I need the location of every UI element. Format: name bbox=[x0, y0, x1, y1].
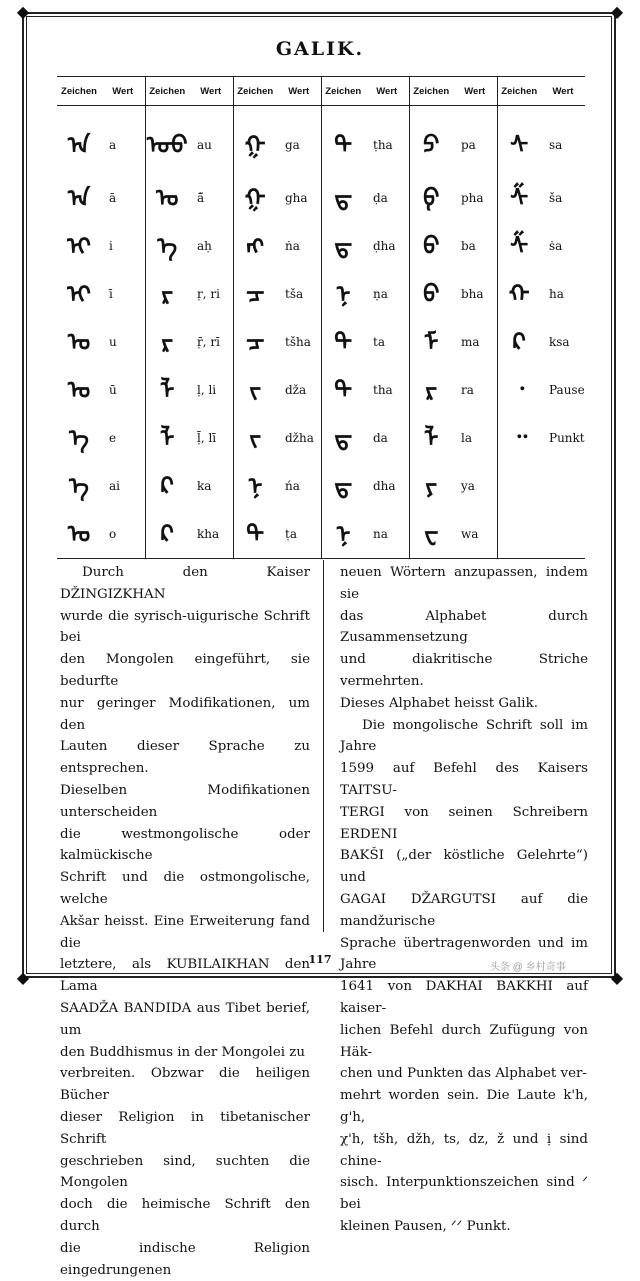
script-glyph: ᠲ bbox=[334, 375, 353, 404]
script-glyph: ᠣ bbox=[67, 519, 91, 548]
script-glyph: ᠭ bbox=[244, 130, 266, 159]
sign-cell bbox=[409, 366, 453, 414]
value-cell: ṡa bbox=[549, 239, 563, 253]
text-line: Sprache übertragenworden und im Jahre bbox=[340, 935, 588, 973]
script-glyph: ᠷ bbox=[161, 279, 174, 308]
value-cell: ḷ, li bbox=[197, 383, 217, 397]
text-line: verbreiten. Obzwar die heiligen Bücher bbox=[60, 1066, 310, 1104]
sign-cell bbox=[497, 106, 541, 175]
table-row bbox=[57, 462, 585, 510]
sign-cell bbox=[409, 318, 453, 366]
value-cell: ṭha bbox=[373, 138, 393, 152]
value-cell bbox=[541, 510, 585, 559]
script-glyph: ᠰ bbox=[510, 130, 529, 159]
script-glyph: ᠤ bbox=[67, 375, 91, 404]
value-cell: ī bbox=[109, 287, 113, 301]
sign-cell bbox=[145, 174, 189, 222]
column-header: Zeichen bbox=[233, 77, 277, 106]
script-glyph: ᠡ bbox=[69, 423, 89, 452]
sign-cell bbox=[57, 106, 101, 175]
corner-ornament-icon: ◆ bbox=[610, 968, 624, 987]
script-glyph: ᠺ bbox=[512, 327, 526, 356]
sign-cell bbox=[145, 222, 189, 270]
text-line: die indische Religion eingedrungenen bbox=[60, 1240, 310, 1278]
sign-cell bbox=[321, 366, 365, 414]
body-text-right-column bbox=[340, 562, 588, 1238]
column-divider bbox=[323, 560, 324, 932]
paragraph bbox=[60, 562, 310, 1281]
sign-cell bbox=[409, 462, 453, 510]
script-glyph: ᠃ bbox=[511, 423, 528, 452]
value-cell: ḍa bbox=[373, 191, 388, 205]
script-glyph: ᠯ bbox=[160, 423, 175, 452]
script-glyph: ᠣᠣ bbox=[146, 130, 188, 159]
column-header: Zeichen bbox=[57, 77, 101, 106]
script-glyph: ᠱ bbox=[510, 183, 529, 212]
value-cell: pha bbox=[461, 191, 484, 205]
text-line: Die mongolische Schrift soll im Jahre bbox=[340, 717, 588, 755]
script-glyph: ᠠ bbox=[67, 130, 91, 159]
sign-cell bbox=[497, 222, 541, 270]
sign-cell bbox=[145, 318, 189, 366]
column-header: Wert bbox=[189, 77, 233, 106]
text-line: sisch. Interpunktionszeichen sind ᐟ bei bbox=[340, 1175, 588, 1213]
script-glyph: ᠺ bbox=[160, 519, 174, 548]
column-header: Zeichen bbox=[497, 77, 541, 106]
text-line: Dieses Alphabet heisst Galik. bbox=[340, 695, 538, 711]
column-header: Wert bbox=[365, 77, 409, 106]
text-line: doch die heimische Schrift den durch bbox=[60, 1197, 310, 1234]
value-cell: tšha bbox=[285, 335, 311, 349]
sign-cell bbox=[497, 510, 541, 559]
script-glyph: ᠡ bbox=[69, 471, 89, 500]
value-cell: ga bbox=[285, 138, 300, 152]
script-glyph: ᠮ bbox=[424, 327, 439, 356]
sign-cell bbox=[321, 174, 365, 222]
text-line: lichen Befehl durch Zufügung von Häk- bbox=[340, 1022, 588, 1060]
script-glyph: ᠲ bbox=[334, 327, 353, 356]
value-cell: ā bbox=[109, 191, 117, 205]
value-cell: tha bbox=[373, 383, 393, 397]
text-line: und diakritische Striche vermehrten. bbox=[340, 652, 588, 689]
script-glyph: ᠡ bbox=[157, 231, 178, 260]
sign-cell bbox=[57, 318, 101, 366]
sign-cell bbox=[57, 366, 101, 414]
script-glyph: ᠺ bbox=[160, 471, 174, 500]
sign-cell bbox=[233, 366, 277, 414]
sign-cell bbox=[57, 174, 101, 222]
value-cell: dha bbox=[373, 479, 396, 493]
script-glyph: ᠨ bbox=[336, 519, 351, 548]
script-glyph: ᠪ bbox=[423, 231, 440, 260]
script-glyph: ᠬ bbox=[508, 279, 530, 308]
value-cell: ba bbox=[461, 239, 476, 253]
text-line: Akšar heisst. Eine Erweiterung fand die bbox=[60, 913, 310, 951]
value-cell: gha bbox=[285, 191, 308, 205]
column-header: Wert bbox=[101, 77, 145, 106]
script-glyph: ᠲ bbox=[246, 519, 265, 548]
value-cell: aḥ bbox=[197, 239, 212, 253]
script-glyph: ᠳ bbox=[334, 183, 353, 212]
script-glyph: ᠹ bbox=[423, 183, 440, 212]
script-glyph: ᠴ bbox=[246, 327, 265, 356]
script-glyph: ᠲ bbox=[334, 130, 353, 159]
value-cell: ṭa bbox=[277, 510, 321, 559]
script-glyph: ᠨ bbox=[336, 279, 351, 308]
script-glyph: ᠱ bbox=[510, 231, 529, 260]
watermark: 头条 @ 乡村奇事 bbox=[490, 962, 566, 973]
script-glyph: ᠢ bbox=[67, 279, 91, 308]
text-line: Lauten dieser Sprache zu entsprechen. bbox=[60, 739, 310, 777]
sign-cell bbox=[233, 462, 277, 510]
column-header: Zeichen bbox=[321, 77, 365, 106]
value-cell: ṛ, ri bbox=[197, 287, 220, 301]
sign-cell bbox=[497, 414, 541, 462]
script-glyph: ᠠ bbox=[67, 183, 91, 212]
value-cell: ma bbox=[461, 335, 480, 349]
sign-cell bbox=[321, 414, 365, 462]
body-text-left-column bbox=[60, 562, 310, 1281]
script-glyph: ᠣ bbox=[156, 183, 179, 212]
sign-cell bbox=[409, 174, 453, 222]
script-glyph: ᠨ bbox=[248, 471, 263, 500]
sign-cell bbox=[321, 510, 365, 559]
sign-cell bbox=[321, 222, 365, 270]
sign-cell bbox=[409, 510, 453, 559]
script-glyph: ᠭ bbox=[244, 183, 266, 212]
text-line: Schrift und die ostmongolische, welche bbox=[60, 870, 310, 907]
table-row bbox=[57, 174, 585, 222]
text-line: TERGI von seinen Schreibern ERDENI bbox=[340, 804, 588, 842]
column-header: Zeichen bbox=[145, 77, 189, 106]
value-cell: u bbox=[109, 335, 117, 349]
value-cell: e bbox=[109, 431, 117, 445]
sign-cell bbox=[321, 106, 365, 175]
sign-cell bbox=[409, 414, 453, 462]
sign-cell bbox=[321, 270, 365, 318]
sign-cell bbox=[233, 318, 277, 366]
column-header: Wert bbox=[541, 77, 585, 106]
text-line: Dieselben Modifikationen unterscheiden bbox=[60, 782, 310, 820]
text-line: mehrt worden sein. Die Laute k'h, g'h, bbox=[340, 1088, 588, 1125]
corner-ornament-icon: ◆ bbox=[16, 968, 30, 987]
table-row bbox=[57, 222, 585, 270]
value-cell: ḍha bbox=[373, 239, 396, 253]
text-line: GAGAI DŽARGUTSI auf die mandžurische bbox=[340, 891, 588, 929]
script-glyph: ᠸ bbox=[424, 519, 439, 548]
text-line: kleinen Pausen, ᐟᐟ Punkt. bbox=[340, 1218, 511, 1234]
column-header: Wert bbox=[453, 77, 497, 106]
sign-cell bbox=[233, 106, 277, 175]
value-cell: tša bbox=[285, 287, 304, 301]
script-glyph: ᠴ bbox=[246, 279, 265, 308]
table-header-row bbox=[57, 77, 585, 106]
table-row bbox=[57, 318, 585, 366]
sign-cell bbox=[497, 270, 541, 318]
script-glyph: ᠯ bbox=[160, 375, 175, 404]
script-glyph: ᠢ bbox=[67, 231, 91, 260]
sign-cell bbox=[497, 174, 541, 222]
text-line: 1599 auf Befehl des Kaisers TAITSU- bbox=[340, 761, 588, 798]
sign-cell bbox=[321, 462, 365, 510]
text-line: chen und Punkten das Alphabet ver- bbox=[340, 1066, 587, 1082]
text-line: den Buddhismus in der Mongolei zu bbox=[60, 1044, 305, 1060]
script-glyph: ᠤ bbox=[67, 327, 91, 356]
value-cell bbox=[541, 462, 585, 510]
value-cell: ša bbox=[549, 191, 563, 205]
value-cell: ṇa bbox=[373, 287, 388, 301]
value-cell: na bbox=[365, 510, 409, 559]
sign-cell bbox=[57, 462, 101, 510]
table-row bbox=[57, 106, 585, 175]
text-line: neuen Wörtern anzupassen, indem sie bbox=[340, 565, 588, 602]
sign-cell bbox=[145, 366, 189, 414]
value-cell: džha bbox=[285, 431, 314, 445]
value-cell: wa bbox=[453, 510, 497, 559]
script-glyph: ᠫ bbox=[423, 130, 440, 159]
sign-cell bbox=[57, 414, 101, 462]
text-line: die westmongolische oder kalmückische bbox=[60, 826, 310, 864]
value-cell: ńa bbox=[285, 479, 300, 493]
value-cell: ṝ, rī bbox=[197, 335, 220, 349]
sign-cell bbox=[57, 510, 101, 559]
sign-cell bbox=[233, 510, 277, 559]
table-row bbox=[57, 510, 585, 559]
value-cell: ā̃ bbox=[197, 191, 205, 205]
column-header: Zeichen bbox=[409, 77, 453, 106]
value-cell: ha bbox=[549, 287, 564, 301]
sign-cell bbox=[497, 462, 541, 510]
sign-cell bbox=[409, 270, 453, 318]
text-line: den Mongolen eingeführt, sie bedurfte bbox=[60, 652, 310, 689]
paragraph bbox=[340, 562, 588, 715]
column-header: Wert bbox=[277, 77, 321, 106]
script-glyph: ᠳ bbox=[334, 423, 353, 452]
value-cell: au bbox=[197, 138, 212, 152]
value-cell: bha bbox=[461, 287, 484, 301]
sign-cell bbox=[233, 414, 277, 462]
sign-cell bbox=[497, 318, 541, 366]
value-cell: pa bbox=[461, 138, 476, 152]
text-line: χ'h, tšh, džh, ts, dz, ž und ị sind chine- bbox=[340, 1131, 588, 1169]
script-glyph: ᠵ bbox=[249, 375, 262, 404]
value-cell: ka bbox=[197, 479, 212, 493]
value-cell: ḹ, lī bbox=[197, 431, 217, 445]
page-title: GALIK. bbox=[275, 38, 365, 60]
table-row bbox=[57, 366, 585, 414]
value-cell: ksa bbox=[549, 335, 570, 349]
sign-cell bbox=[57, 270, 101, 318]
value-cell: ū bbox=[109, 383, 117, 397]
sign-cell bbox=[145, 462, 189, 510]
sign-cell bbox=[409, 106, 453, 175]
value-cell: ai bbox=[109, 479, 120, 493]
sign-cell bbox=[409, 222, 453, 270]
value-cell: ra bbox=[461, 383, 474, 397]
script-glyph: ᠯ bbox=[424, 423, 439, 452]
value-cell: ya bbox=[461, 479, 475, 493]
script-glyph: ᠳ bbox=[334, 471, 353, 500]
alphabet-table bbox=[57, 76, 585, 559]
script-glyph: ᠩ bbox=[246, 231, 265, 260]
sign-cell bbox=[233, 222, 277, 270]
text-line: SAADŽA BANDIDA aus Tibet berief, um bbox=[60, 1000, 310, 1038]
sign-cell bbox=[145, 510, 189, 559]
sign-cell bbox=[233, 174, 277, 222]
text-line: das Alphabet durch Zusammensetzung bbox=[340, 608, 588, 646]
corner-ornament-icon: ◆ bbox=[16, 2, 30, 21]
script-glyph: ᠳ bbox=[334, 231, 353, 260]
sign-cell bbox=[321, 318, 365, 366]
sign-cell bbox=[233, 270, 277, 318]
value-cell: la bbox=[461, 431, 472, 445]
value-cell: kha bbox=[189, 510, 233, 559]
text-line: BAKŠI („der köstliche Gelehrte“) und bbox=[340, 848, 588, 886]
corner-ornament-icon: ◆ bbox=[610, 2, 624, 21]
page-number: 117 bbox=[308, 953, 332, 966]
sign-cell bbox=[145, 414, 189, 462]
value-cell: Pause bbox=[549, 383, 585, 397]
script-glyph: ᠵ bbox=[249, 423, 262, 452]
text-line: geschrieben sind, suchten die Mongolen bbox=[60, 1153, 310, 1191]
sign-cell bbox=[57, 222, 101, 270]
value-cell: i bbox=[109, 239, 113, 253]
script-glyph: ᠂ bbox=[514, 375, 525, 404]
value-cell: ṅa bbox=[285, 239, 300, 253]
sign-cell bbox=[145, 270, 189, 318]
table-row bbox=[57, 414, 585, 462]
value-cell: Punkt bbox=[549, 431, 585, 445]
value-cell: o bbox=[101, 510, 145, 559]
value-cell: a bbox=[109, 138, 117, 152]
script-glyph: ᠷ bbox=[425, 375, 438, 404]
text-line: dieser Religion in tibetanischer Schrift bbox=[60, 1109, 310, 1147]
sign-cell bbox=[145, 106, 189, 175]
sign-cell bbox=[497, 366, 541, 414]
text-line: wurde die syrisch-uigurische Schrift bei bbox=[60, 608, 310, 646]
script-glyph: ᠷ bbox=[161, 327, 174, 356]
value-cell: ta bbox=[373, 335, 385, 349]
value-cell: dža bbox=[285, 383, 307, 397]
paragraph bbox=[340, 715, 588, 1238]
table-row bbox=[57, 270, 585, 318]
text-line: Durch den Kaiser DŽINGIZKHAN bbox=[60, 565, 310, 602]
text-line: nur geringer Modifikationen, um den bbox=[60, 695, 310, 733]
script-glyph: ᠶ bbox=[425, 471, 438, 500]
text-line: 1641 von DAKHAI BAKKHI auf kaiser- bbox=[340, 979, 588, 1016]
value-cell: sa bbox=[549, 138, 563, 152]
value-cell: da bbox=[373, 431, 388, 445]
text-line: letztere, als KUBILAIKHAN den Lama bbox=[60, 957, 310, 995]
script-glyph: ᠪ bbox=[423, 279, 440, 308]
